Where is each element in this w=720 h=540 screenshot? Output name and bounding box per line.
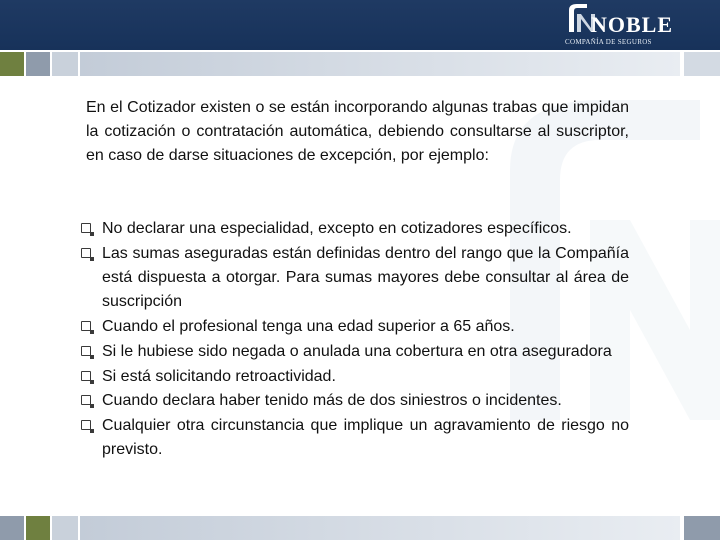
stripe-band bbox=[80, 516, 680, 540]
list-item bbox=[81, 315, 629, 339]
stripe-square bbox=[26, 516, 50, 540]
list-item bbox=[81, 217, 629, 241]
list-item-text: Si está solicitando retroactividad. bbox=[102, 367, 336, 385]
bullet-list bbox=[81, 217, 629, 463]
list-item bbox=[81, 414, 629, 462]
list-item-text: Cualquier otra circunstancia que implique un agravamiento de riesgo no previsto. bbox=[102, 417, 629, 459]
intro-paragraph: En el Cotizador existen o se están incorporando algunas trabas que impidan la cotización o contratación automática, debiendo consultarse al suscriptor, en caso de darse situaciones de excepción, por ejemplo: bbox=[86, 99, 629, 164]
checkbox-bullet-icon bbox=[81, 223, 91, 233]
checkbox-bullet-icon bbox=[81, 395, 91, 405]
stripe-square bbox=[26, 52, 50, 76]
logo-tagline: COMPAÑÍA DE SEGUROS bbox=[565, 38, 652, 46]
list-item bbox=[81, 365, 629, 389]
list-item bbox=[81, 242, 629, 314]
stripe-square bbox=[52, 516, 78, 540]
stripe-square bbox=[0, 52, 24, 76]
stripe-square bbox=[52, 52, 78, 76]
logo-wordmark: NOBLE bbox=[591, 12, 674, 37]
checkbox-bullet-icon bbox=[81, 371, 91, 381]
list-item bbox=[81, 340, 629, 364]
stripe-band bbox=[80, 52, 680, 76]
stripe-square bbox=[0, 516, 24, 540]
list-item-text: Cuando el profesional tenga una edad superior a 65 años. bbox=[102, 317, 515, 335]
checkbox-bullet-icon bbox=[81, 321, 91, 331]
list-item-text: Cuando declara haber tenido más de dos siniestros o incidentes. bbox=[102, 392, 562, 410]
bottom-decorative-stripe bbox=[0, 516, 720, 540]
checkbox-bullet-icon bbox=[81, 420, 91, 430]
list-item-text: Si le hubiese sido negada o anulada una cobertura en otra aseguradora bbox=[102, 342, 612, 360]
checkbox-bullet-icon bbox=[81, 346, 91, 356]
noble-logo bbox=[565, 2, 680, 48]
stripe-square bbox=[684, 52, 720, 76]
checkbox-bullet-icon bbox=[81, 248, 91, 258]
stripe-square bbox=[684, 516, 720, 540]
list-item-text: No declarar una especialidad, excepto en cotizadores específicos. bbox=[102, 220, 572, 237]
header-bar bbox=[0, 0, 720, 50]
list-item-text: Las sumas aseguradas están definidas dentro del rango que la Compañía está dispuesta a otorgar. Para sumas mayores debe consultar al área de suscripción bbox=[102, 244, 629, 310]
top-decorative-stripe bbox=[0, 52, 720, 76]
list-item bbox=[81, 389, 629, 413]
